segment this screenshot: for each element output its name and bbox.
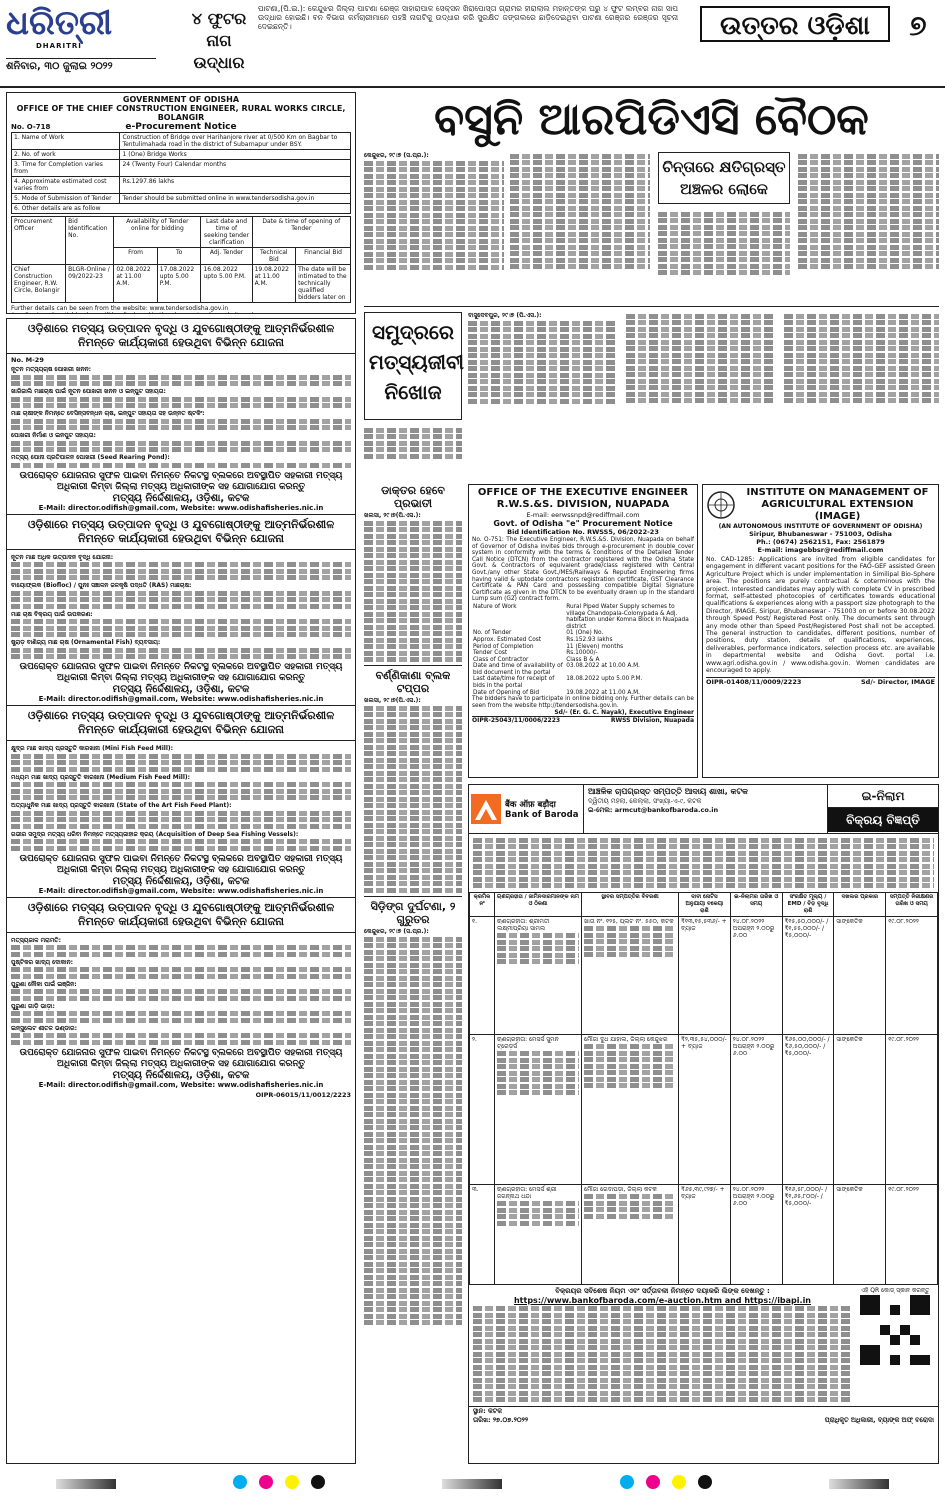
bob-name-english: Bank of Baroda — [505, 809, 579, 820]
lead-story-body — [364, 152, 939, 302]
story-col-1 — [364, 152, 504, 271]
ad-title: e-Procurement Notice — [125, 122, 237, 132]
fisherman-dateline: ବାସୁଦେବପୁର, ୨୯।୭ (ପି.ଏସ.): — [468, 312, 542, 319]
contact-line: ଉପରୋକ୍ତ ଯୋଜନାର ସୁଫଳ ପାଇବା ନିମନ୍ତେ ନିକଟସ୍ଥ ବ୍ଲକରେ ଅବସ୍ଥାପିତ ସହକାରୀ ମତ୍ସ୍ୟ ଅଧିକାରୀ କିମ୍ବା ଜିଲ୍ଲା ମତ୍ସ୍ୟ ଅଧିକାରୀଙ୍କ ସହ ଯୋଗାଯୋଗ କରନ୍ତୁ — [19, 662, 343, 683]
image-recruitment-ad — [702, 484, 939, 778]
bullet-title: ପୋଖରୀ ନିର୍ମାଣ ଓ ଇନପୁଟ ସହାୟତା: — [11, 432, 96, 439]
fisheries-email: E-Mail: director.odifish@gmail.com, Website: www.odishafisheries.nic.in — [38, 503, 324, 512]
bob-place: ସ୍ଥାନ: କଟକ — [473, 1406, 503, 1415]
rwss-office: OFFICE OF THE EXECUTIVE ENGINEER R.W.S.&S. DIVISION, NUAPADA — [477, 487, 689, 510]
rwd-tender-ad — [6, 92, 356, 314]
rwss-table: Nature of Work Rural Piped Water Supply schemes to village Chandopala-Colonypada & Adj. habitation under Komna Block in Nuapada district No. of Tender 01 (One) No. Approx. Estimated Cost Rs.152.93 lakhs Period of Completion 11 (Eleven) months Tender Cost Rs.10000/- Class of Contractor Class B & A Date and time of availability of bid document in the portal 03.08.2022 at 10.00 A.M. Last date/time for receipt of bids in the portal 18.08.2022 upto 5.00 P.M. Date of Opening of Bid 19.08.2022 at 11.00 A.M. — [473, 603, 689, 696]
directorate: ମତ୍ସ୍ୟ ନିର୍ଦ୍ଦେଶାଳୟ, ଓଡ଼ିଶା, କଟକ — [112, 1069, 250, 1081]
fisheries-email: E-Mail: director.odifish@gmail.com, Website: www.odishafisheries.nic.in — [38, 886, 324, 895]
divider — [364, 306, 939, 307]
rwss-note: The bidders have to participate in online bidding only. Further details can be seen from the website http://tendersodisha.gov.in. — [472, 696, 694, 709]
scheme-title-3: ଓଡ଼ିଶାରେ ମତ୍ସ୍ୟ ଉତ୍ପାଦନ ବୃଦ୍ଧି ଓ ଯୁବଗୋଷ୍ଠୀଙ୍କୁ ଆତ୍ମନିର୍ଭରଶୀଳ ନିମନ୍ତେ କାର୍ଯ୍ୟକାରୀ ହେଉଥିବା ବିଭିନ୍ନ ଯୋଜନା — [7, 706, 355, 741]
bullet-title: ପୁଷ୍ଟିକର ଖାଦ୍ୟ ଦୋକାନ: — [11, 958, 74, 966]
logo-sub: DHARITRI — [36, 42, 82, 50]
bullet-title: ପୁରୁଣା ନୌକା ପାଇଁ ଇଞ୍ଜିନ: — [11, 980, 77, 988]
institute-emblem-icon — [706, 490, 736, 520]
bob-name-hindi: बैंक ऑफ़ बड़ौदा — [505, 799, 556, 810]
scheme-title-4: ଓଡ଼ିଶାରେ ମତ୍ସ୍ୟ ଉତ୍ପାଦନ ବୃଦ୍ଧି ଓ ଯୁବଗୋଷ୍ଠୀଙ୍କୁ ଆତ୍ମନିର୍ଭରଶୀଳ ନିମନ୍ତେ କାର୍ଯ୍ୟକାରୀ ହେଉଥିବା ବିଭିନ୍ନ ଯୋଜନା — [7, 898, 355, 933]
image-ref: OIPR-01408/11/0009/2223 — [706, 677, 802, 686]
contact-line: ଉପରୋକ୍ତ ଯୋଜନାର ସୁଫଳ ପାଇବା ନିମନ୍ତେ ନିକଟସ୍ଥ ବ୍ଲକରେ ଅବସ୍ଥାପିତ ସହକାରୀ ମତ୍ସ୍ୟ ଅଧିକାରୀ କିମ୍ବା ଜିଲ୍ଲା ମତ୍ସ୍ୟ ଅଧିକାରୀଙ୍କ ସହ ଯୋଗାଯୋଗ କରନ୍ତୁ — [19, 853, 343, 875]
bob-branch: ଆଞ୍ଚଳିକ ଚାପଗ୍ରସ୍ତ ସମ୍ପତ୍ତି ଆଦାୟ ଶାଖା, କଟକ — [588, 787, 748, 796]
rwss-title: Govt. of Odisha "e" Procurement Notice — [493, 519, 673, 528]
ad-note-2 — [11, 312, 351, 314]
bullet-title: ମାଛ ଚାଷୀଙ୍କ ନିମନ୍ତେ ବେସିନ୍ସବନ୍ଧନ ଚାଷ, ଇନ୍‌ପୁଟ ସହାୟତା ସହ ଉନ୍ନତ ଷ୍ଟକିଂ: — [11, 410, 205, 417]
schedule-table: Procurement Officer Bid Identification No. Availability of Tender online for bidding Last date and time of seeking tender clarification Date & time of opening of Tender From To Adj. Tender Technical Bid Financial Bid Chief Construction Engineer, R.W. Circle, Bolangir BLGR-Online / 09/2022-23 02.08.2022 at 11.00 A.M. 17.08.2022 upto 5.00 P.M. 16.08.2022 upto 5.00 P.M. 19.08.2022 at 11.00 A.M. The date will be intimated to the technically qualified bidders later on — [11, 216, 351, 303]
story-d-dateline: କେନ୍ଦୁଝର, ୨୯।୭ (ସ.ପ୍ର.): — [364, 927, 429, 935]
image-body: No. CAD-1285: Applications are invited from eligible candidates for engagement in different vacant positions for the FAO-GEF assisted Green Agriculture Project which is under implementation in Similipal Bio-Sphere area. The positions are purely contractual & coterminous with the project. Interested candidates may apply with complete CV in prescribed format, self-attested photocopies of certificates towards educational qualifications & experiences along with a passport size photograph to the Director, IMAGE, Siripur, Bhubaneswar - 751003 on or before 30.08.2022 through Speed Post/ Registered Post only. The documents sent through any mode other than Speed Post/Registered Post shall not be accepted. The general instruction to candidates, different positions, number of positions, duty station, details of qualifications, experiences, deliverables, performance indicators, selection process etc. are available in departmental website and Odisha Govt. portal i.e. www.agri.odisha.gov.in / www.odisha.gov.in. Women candidates are encouraged to apply. — [706, 556, 935, 675]
fisheries-ref: OIPR-06015/11/0012/2223 — [255, 1090, 351, 1099]
story-dateline: କେନ୍ଦୁଝର, ୨୯।୭ (ସ.ପ୍ର.): — [364, 152, 429, 159]
bob-title-block — [828, 785, 938, 833]
bullet-title: ମତ୍ସ୍ୟଜାଳ ମରାମତି: — [11, 936, 61, 944]
fisherman-headline: ସମୁଦ୍ରରେ ମତ୍ସ୍ୟଜୀବୀ ନିଖୋଜ — [369, 320, 464, 404]
fisheries-email: E-Mail: director.odifish@gmail.com, Website: www.odishafisheries.nic.in — [38, 695, 324, 703]
bob-links[interactable]: https://www.bankofbaroda.com/e-auction.htm and https://ibapi.in — [513, 1295, 811, 1305]
bullet-title: ମାଛ ଚାଷ ବିକ୍ରୟ ପାଇଁ ଉପକରଣ: — [11, 610, 93, 618]
image-email: E-mail: imagebbsr@rediffmail.com — [757, 546, 884, 554]
bullet-title: ବାୟୋଫ୍ଲକ (Biofloc) / ପୁନଃ ସଞ୍ଚାଳନ ଜଳକୃଷି ପଦ୍ଧତି (RAS) ମାଛଚାଷ: — [11, 582, 192, 589]
rwss-tender-ad — [468, 484, 698, 778]
section-title: ଉତ୍ତର ଓଡ଼ିଶା — [700, 6, 890, 42]
story-d-title: ସିଡ଼ିଙ୍ଗ ଦୁର୍ଘଟଣା, ୨ ଗୁରୁତର — [370, 899, 456, 926]
ad-office: OFFICE OF THE CHIEF CONSTRUCTION ENGINEER, RURAL WORKS CIRCLE, BOLANGIR — [16, 104, 346, 122]
fisherman-headline-box — [364, 312, 462, 420]
rwss-signature: Sd/- (Er. G. C. Nayak), Executive Engineer — [554, 709, 694, 717]
bullet-title: ମତ୍ସ୍ୟ ପୋନା ପ୍ରତିପାଳନ ପୋଖରୀ (Seed Rearing Pond): — [11, 454, 170, 461]
fisherman-story — [468, 312, 939, 480]
print-registration-bar — [0, 1470, 945, 1497]
table-row: ୨. ଋଣଗ୍ରହୀତା: ମେସର୍ସ ସୁମନ ଟ୍ରେଡ଼ର୍ସ ମୌଜା ଦୁଧ ଯାହାଲ, ଜିଲ୍ଲା କେନ୍ଦୁଝର ₹୨,୩୫,୫୪,୦୦୦/- + ବ୍ୟାଜ ୨୪.୦୮.୨୦୨୨ ଅପରାହ୍ନ ୨.୦୦ରୁ ୬.୦୦ ₹୬୫,୦୦,୦୦୦/- / ₹୬,୫୦,୦୦୦/- / ₹୫,୦୦୦/- ସାଙ୍କେତିକ ୧୯.୦୮.୨୦୨୨ — [470, 1034, 938, 1184]
fisheries-ad — [6, 318, 356, 1464]
image-phone: Ph.: (0674) 2562151, Fax: 2561879 — [756, 538, 885, 546]
bob-branch-address: ଦ୍ୱିତୀୟ ମହଲା, କେଲ୍ଲା, ସଂଖ୍ୟା-ଏ-୯, କଟକ — [588, 797, 702, 805]
bullet-title: ଅତ୍ୟାଧୁନିକ ମାଛ ଖାଦ୍ୟ ପ୍ରସ୍ତୁତି କାରଖାନା (State of the Art Fish Feed Plant): — [11, 802, 232, 809]
work-table: 1. Name of Work Construction of Bridge over Harihanjore river at 0/500 Km on Bagbar to Tentulimahada road in the district of Subarnapur under BSY. 2. No. of work 1 (One) Bridge Works 3. Time for Completion varies from 24 (Twenty Four) Calendar months 4. Approximate estimated cost varies from Rs.1297.86 lakhs 5. Mode of Submission of Tender Tender should be submitted online in www.tendersodisha.gov.in 6. Other details are as follow — [11, 132, 351, 214]
story-a-title: ଡାକ୍ତର ହେବେ ପ୍ରଭାତୀ — [381, 484, 445, 510]
bob-signature: ପ୍ରାଧିକୃତ ଅଧିକାରୀ, ବ୍ୟାଙ୍କ ଅଫ୍ ବରୋଦା — [824, 1415, 934, 1424]
fisheries-no: No. M-29 — [11, 356, 44, 364]
directorate: ମତ୍ସ୍ୟ ନିର୍ଦ୍ଦେଶାଳୟ, ଓଡ଼ିଶା, କଟକ — [112, 492, 250, 504]
table-row: ୧. ଋଣଗ୍ରହୀତା: ଶ୍ରୀମତୀ ଲକ୍ଷ୍ମୀପ୍ରିୟା ସାମଲ ଖାତା ନଂ. ୧୨୫, ପ୍ଲଟ ନଂ. ୫୫୦, କଟକ ₹୧୩,୧୫,୫୩୬/- + ବ୍ୟାଜ ୨୪.୦୮.୨୦୨୨ ଅପରାହ୍ନ ୨.୦୦ରୁ ୬.୦୦ ₹୧୫,୫୦,୦୦୦/- / ₹୧,୫୫,୦୦୦/- / ₹୫,୦୦୦/- ସାଙ୍କେତିକ ୧୯.୦୮.୨୦୨୨ — [470, 916, 938, 1034]
bob-branch-info — [584, 785, 828, 833]
scheme-title-1: ଓଡ଼ିଶାରେ ମତ୍ସ୍ୟ ଉତ୍ପାଦନ ବୃଦ୍ଧି ଓ ଯୁବଗୋଷ୍ଠୀଙ୍କୁ ଆତ୍ମନିର୍ଭରଶୀଳ ନିମନ୍ତେ କାର୍ଯ୍ୟକାରୀ ହେଉଥିବା ବିଭିନ୍ନ ଯୋଜନା — [7, 319, 355, 354]
bullet-title: କ୍ଷୁଦ୍ର ମାଛ ଖାଦ୍ୟ ପ୍ରସ୍ତୁତି କାରଖାନା (Mini Fish Feed Mill): — [11, 745, 174, 752]
directorate: ମତ୍ସ୍ୟ ନିର୍ଦ୍ଦେଶାଳୟ, ଓଡ଼ିଶା, କଟକ — [112, 684, 250, 695]
bob-auction-ad — [468, 784, 939, 1464]
contact-line: ଉପରୋକ୍ତ ଯୋଜନାର ସୁଫଳ ପାଇବା ନିମନ୍ତେ ନିକଟସ୍ଥ ବ୍ଲକରେ ଅବସ୍ଥାପିତ ସହକାରୀ ମତ୍ସ୍ୟ ଅଧିକାରୀ କିମ୍ବା ଜିଲ୍ଲା ମତ୍ସ୍ୟ ଅଧିକାରୀଙ୍କ ସହ ଯୋଗାଯୋଗ କରନ୍ତୁ — [19, 470, 343, 492]
story-a-dateline: ଖଲସା, ୨୯।୭(ପି.ଏସ.): — [364, 512, 421, 519]
bullet-title: ଖାରିଜାଲି ମାଛଚାଷ ପାଇଁ ନୂତନ ପୋଖରୀ ଖନନ ଓ ଇନ୍‌ପୁଟ ସହାୟତା: — [11, 388, 166, 395]
image-sub: (AN AUTONOMOUS INSTITUTE OF GOVERNMENT OF ODISHA) — [718, 523, 923, 530]
header-rule — [0, 86, 945, 88]
rwss-division: RWSS Division, Nuapada — [610, 717, 694, 725]
bullet-title: ନୂତନ ମାଛ ଅଧିକ ଉତ୍ପାଦନ ବୃଦ୍ଧି ଯୋଜନା: — [11, 553, 114, 561]
bullet-title: ଷ୍ଟ୍ରାଡ଼ ବାଣିଜ୍ୟ ମାଛ ଚାଷ (Ornamental Fish) ବ୍ୟବସାୟ: — [11, 639, 161, 646]
story-inset — [658, 152, 790, 204]
rwss-body: No. O-751: The Executive Engineer, R.W.S.&S. Division, Nuapada on behalf of Governor of Odisha invites bids through e-procurement in double cover system in conformity with the terms & conditions of the Detailed Tender Call Notice (DTCN) from the contractor registered with the Odisha State Govt. & Contractors of equivalent grade/class registered with Central Govt./any other State Govt./MES/Railways & Reputed Engineering firms having valid & uptodate contractors registration certificate, GST Clearance Certificate & PAN Card and possessing compatible Digital Signature Certificate as given in the DTCN to be eventually drawn up in the standard Lump sum (G2) contract form. — [472, 537, 694, 603]
page-number: ୭ — [909, 9, 927, 42]
teaser-title: ୪ ଫୁଟର ନାଗ ଉଦ୍ଧାର — [191, 9, 247, 72]
story-col-2 — [510, 152, 650, 271]
inset-headline: ଚିନ୍ତାରେ କ୍ଷତିଗ୍ରସ୍ତ ଅଞ୍ଚଳର ଲୋକେ — [662, 158, 786, 198]
qr-code-icon — [860, 1295, 930, 1365]
qr-caption: ଏହି QR କୋଡ୍ ସ୍କାନ କରନ୍ତୁ — [860, 1286, 930, 1294]
scheme-title-2: ଓଡ଼ିଶାରେ ମତ୍ସ୍ୟ ଉତ୍ପାଦନ ବୃଦ୍ଧି ଓ ଯୁବଗୋଷ୍ଠୀଙ୍କୁ ଆତ୍ମନିର୍ଭରଶୀଳ ନିମନ୍ତେ କାର୍ଯ୍ୟକାରୀ ହେଉଥିବା ବିଭିନ୍ନ ଯୋଜନା — [7, 515, 355, 550]
table-row: ୩. ଋଣଗ୍ରହୀତା: ମେସର୍ସ ଶ୍ରୀ ଜଗନ୍ନାଥ ଧନ୍ଦା ମୌଜା ଗେଦାପଡ଼ା, ଜିଲ୍ଲା କଟକ ₹୬୫,୩୯,୯୨୭/- + ବ୍ୟାଜ ୨୪.୦୮.୨୦୨୨ ଅପରାହ୍ନ ୨.୦୦ରୁ ୬.୦୦ ₹୧୬,୫୮,୦୦୦/- / ₹୧,୬୫,୮୦୦/- / ₹୫,୦୦୦/- ସାଙ୍କେତିକ ୧୯.୦୮.୨୦୨୨ — [470, 1184, 938, 1284]
lead-headline: ବସୁନି ଆରପିଡିଏସି ବୈଠକ — [434, 94, 869, 145]
auction-table: କ୍ରମିକ ନଂ ଋଣଗ୍ରହୀତା / ଜାମିନଦାରମାନଙ୍କ ନାମ ଓ ଠିକଣା ସ୍ଥାବର ସମ୍ପତ୍ତିର ବିବରଣୀ ଦାବୀ ନୋଟିସ ଅନୁଯାୟୀ ବକେୟା ରାଶି ଇ-ନିଲାମର ତାରିଖ ଓ ସମୟ ସଂରକ୍ଷିତ ମୂଲ୍ୟ / EMD / ବିଡ଼ ବୃଦ୍ଧି ରାଶି ଦଖଲର ପ୍ରକାର ସମ୍ପତ୍ତି ନିରୀକ୍ଷଣର ତାରିଖ ଓ ସମୟ ୧. ଋଣଗ୍ରହୀତା: ଶ୍ରୀମତୀ ଲକ୍ଷ୍ମୀପ୍ରିୟା ସାମଲ ଖାତା ନଂ. ୧୨୫, ପ୍ଲଟ ନଂ. ୫୫୦, କଟକ ₹୧୩,୧୫,୫୩୬/- + ବ୍ୟାଜ ୨୪.୦୮.୨୦୨୨ ଅପରାହ୍ନ ୨.୦୦ରୁ ୬.୦୦ ₹୧୫,୫୦,୦୦୦/- / ₹୧,୫୫,୦୦୦/- / ₹୫,୦୦୦/- ସାଙ୍କେତିକ ୧୯.୦୮.୨୦୨୨ ୨. ଋଣଗ୍ରହୀତା: ମେସର୍ସ ସୁମନ ଟ୍ରେଡ଼ର୍ସ ମୌଜା ଦୁଧ ଯାହାଲ, ଜିଲ୍ଲା କେନ୍ଦୁଝର ₹୨,୩୫,୫୪,୦୦୦/- + ବ୍ୟାଜ ୨୪.୦୮.୨୦୨୨ ଅପରାହ୍ନ ୨.୦୦ରୁ ୬.୦୦ ₹୬୫,୦୦,୦୦୦/- / ₹୬,୫୦,୦୦୦/- / ₹୫,୦୦୦/- ସାଙ୍କେତିକ ୧୯.୦୮.୨୦୨୨ ୩. ଋଣଗ୍ରହୀତା: ମେସର୍ସ ଶ୍ରୀ ଜଗନ୍ନାଥ ଧନ୍ଦା ମୌଜା ଗେଦାପଡ଼ା, ଜିଲ୍ଲା କଟକ ₹୬୫,୩୯,୯୨୭/- + ବ୍ୟାଜ ୨୪.୦୮.୨୦୨୨ ଅପରାହ୍ନ ୨.୦୦ରୁ ୬.୦୦ ₹୧୬,୫୮,୦୦୦/- / ₹୧,୬୫,୮୦୦/- / ₹୫,୦୦୦/- ସାଙ୍କେତିକ ୧୯.୦୮.୨୦୨୨ — [469, 892, 938, 1285]
story-b-title: ବର୍ଣ୍ଣିକାଣା ବ୍ଲକ ଟପ୍ପର — [375, 669, 451, 696]
dateline: ଶନିବାର, ୩୦ ଜୁଲାଇ ୨୦୨୨ — [6, 58, 156, 72]
image-address: Siripur, Bhubaneswar - 751003, Odisha — [749, 530, 892, 538]
bob-email: ଇ-ମେଲ: armcut@bankofbaroda.co.in — [588, 806, 719, 814]
rwss-email: E-mail: eerwssnpd@rediffmail.com — [526, 511, 640, 519]
image-signature: Sd/- Director, IMAGE — [860, 677, 935, 686]
bob-enilam: ଇ-ନିଲାମ — [828, 785, 938, 808]
ad-note-1: Further details can be seen from the website: www.tendersodisha.gov.in — [11, 305, 229, 312]
ad-gov: GOVERNMENT OF ODISHA — [122, 95, 240, 104]
bob-link-intro: ବିକ୍ରୟର ସବିଶେଷ ନିୟମ ଏବଂ ସର୍ତ୍ତାବଳୀ ନିମନ୍ତେ ଦୟାକରି ଲିଙ୍କ ଦେଖନ୍ତୁ : — [555, 1286, 770, 1295]
ad-no: No. O-718 — [11, 123, 51, 131]
fisherman-story-lower — [364, 426, 462, 460]
bullet-title: ନୂତନ ମତ୍ସ୍ୟଚାଷ ପୋଖରୀ ଖନନ: — [11, 366, 92, 373]
bob-bikray: ବିକ୍ରୟ ବିଜ୍ଞପ୍ତି — [828, 808, 938, 832]
story-b-dateline: ଖଲସା, ୨୯।୭(ପି.ଏସ.): — [364, 697, 421, 705]
image-title: INSTITUTE ON MANAGEMENT OF AGRICULTURAL EXTENSION (IMAGE) — [746, 487, 929, 522]
fisheries-email: E-Mail: director.odifish@gmail.com, Website: www.odishafisheries.nic.in — [38, 1080, 324, 1089]
teaser-body: ପାଟଣା,(ପି.ଇ.): କେନ୍ଦୁଝର ଜିଲ୍ଲା ପାଟଣା ରେଞ୍ଜ ସାହାରାପାଳ ସେକ୍ସନ ଖିରାପୋସ୍ତା ଗ୍ରାମର ହୀରାଲାଲ ମହାନ୍ତଙ୍କ ଘରୁ ୪ ଫୁଟ ଲମ୍ବର ନାଗ ସାପ ଉଦ୍ଧାର ହୋଇଛି। ବନ ବିଭାଗ କର୍ମଚାରୀମାନେ ପହଞ୍ଚି ନାଗଟିକୁ ଉଦ୍ଧାର କରି ସୁରକ୍ଷିତ ଜଙ୍ଗଲରେ ଛାଡ଼ିଦେଇଥିବା ପାଟଣା ରେଞ୍ଜର ରେଞ୍ଜର ସୂଚନା ଦେଇଛନ୍ତି। — [258, 4, 678, 31]
story-col-3 — [658, 210, 790, 277]
rwss-bid-id: Bid Identification No. RWSS5, 06/2022-23 — [507, 528, 659, 536]
bullet-title: ମଧ୍ୟମ ମାଛ ଖାଦ୍ୟ ପ୍ରସ୍ତୁତି କାରଖାନା (Medium Fish Feed Mill): — [11, 773, 191, 781]
logo — [6, 3, 113, 52]
bullet-title: ଇନ୍ସୁଲେଟ ଶୀତଳ ଭଣ୍ଡାର: — [11, 1024, 78, 1032]
bob-logo-icon — [471, 794, 501, 824]
contact-line: ଉପରୋକ୍ତ ଯୋଜନାର ସୁଫଳ ପାଇବା ନିମନ୍ତେ ନିକଟସ୍ଥ ବ୍ଲକରେ ଅବସ୍ଥାପିତ ସହକାରୀ ମତ୍ସ୍ୟ ଅଧିକାରୀ କିମ୍ବା ଜିଲ୍ଲା ମତ୍ସ୍ୟ ଅଧିକାରୀଙ୍କ ସହ ଯୋଗାଯୋଗ କରନ୍ତୁ — [19, 1047, 343, 1069]
mid-column — [364, 484, 462, 1464]
logo-text: ଧରିତ୍ରୀ — [6, 3, 113, 43]
bullet-title: ପୁରୁଣା ଗାଡ଼ି ଭାଡ଼ା: — [11, 1002, 55, 1010]
bob-logo — [469, 785, 584, 833]
bullet-title: ଗଭୀର ସମୁଦ୍ର ମତ୍ସ୍ୟ ଧରିବା ନିମନ୍ତେ ମତ୍ସ୍ୟଜାହାଜ କ୍ରୟ (Acquisition of Deep Sea Fishing Vessels): — [11, 830, 299, 838]
story-col-4 — [798, 152, 939, 271]
bob-date: ତାରିଖ: ୨୭.୦୭.୨୦୨୨ — [473, 1415, 529, 1424]
rwss-ref: OIPR-25043/11/0006/2223 — [472, 717, 561, 725]
directorate: ମତ୍ସ୍ୟ ନିର୍ଦ୍ଦେଶାଳୟ, ଓଡ଼ିଶା, କଟକ — [112, 875, 250, 887]
masthead — [0, 0, 945, 90]
